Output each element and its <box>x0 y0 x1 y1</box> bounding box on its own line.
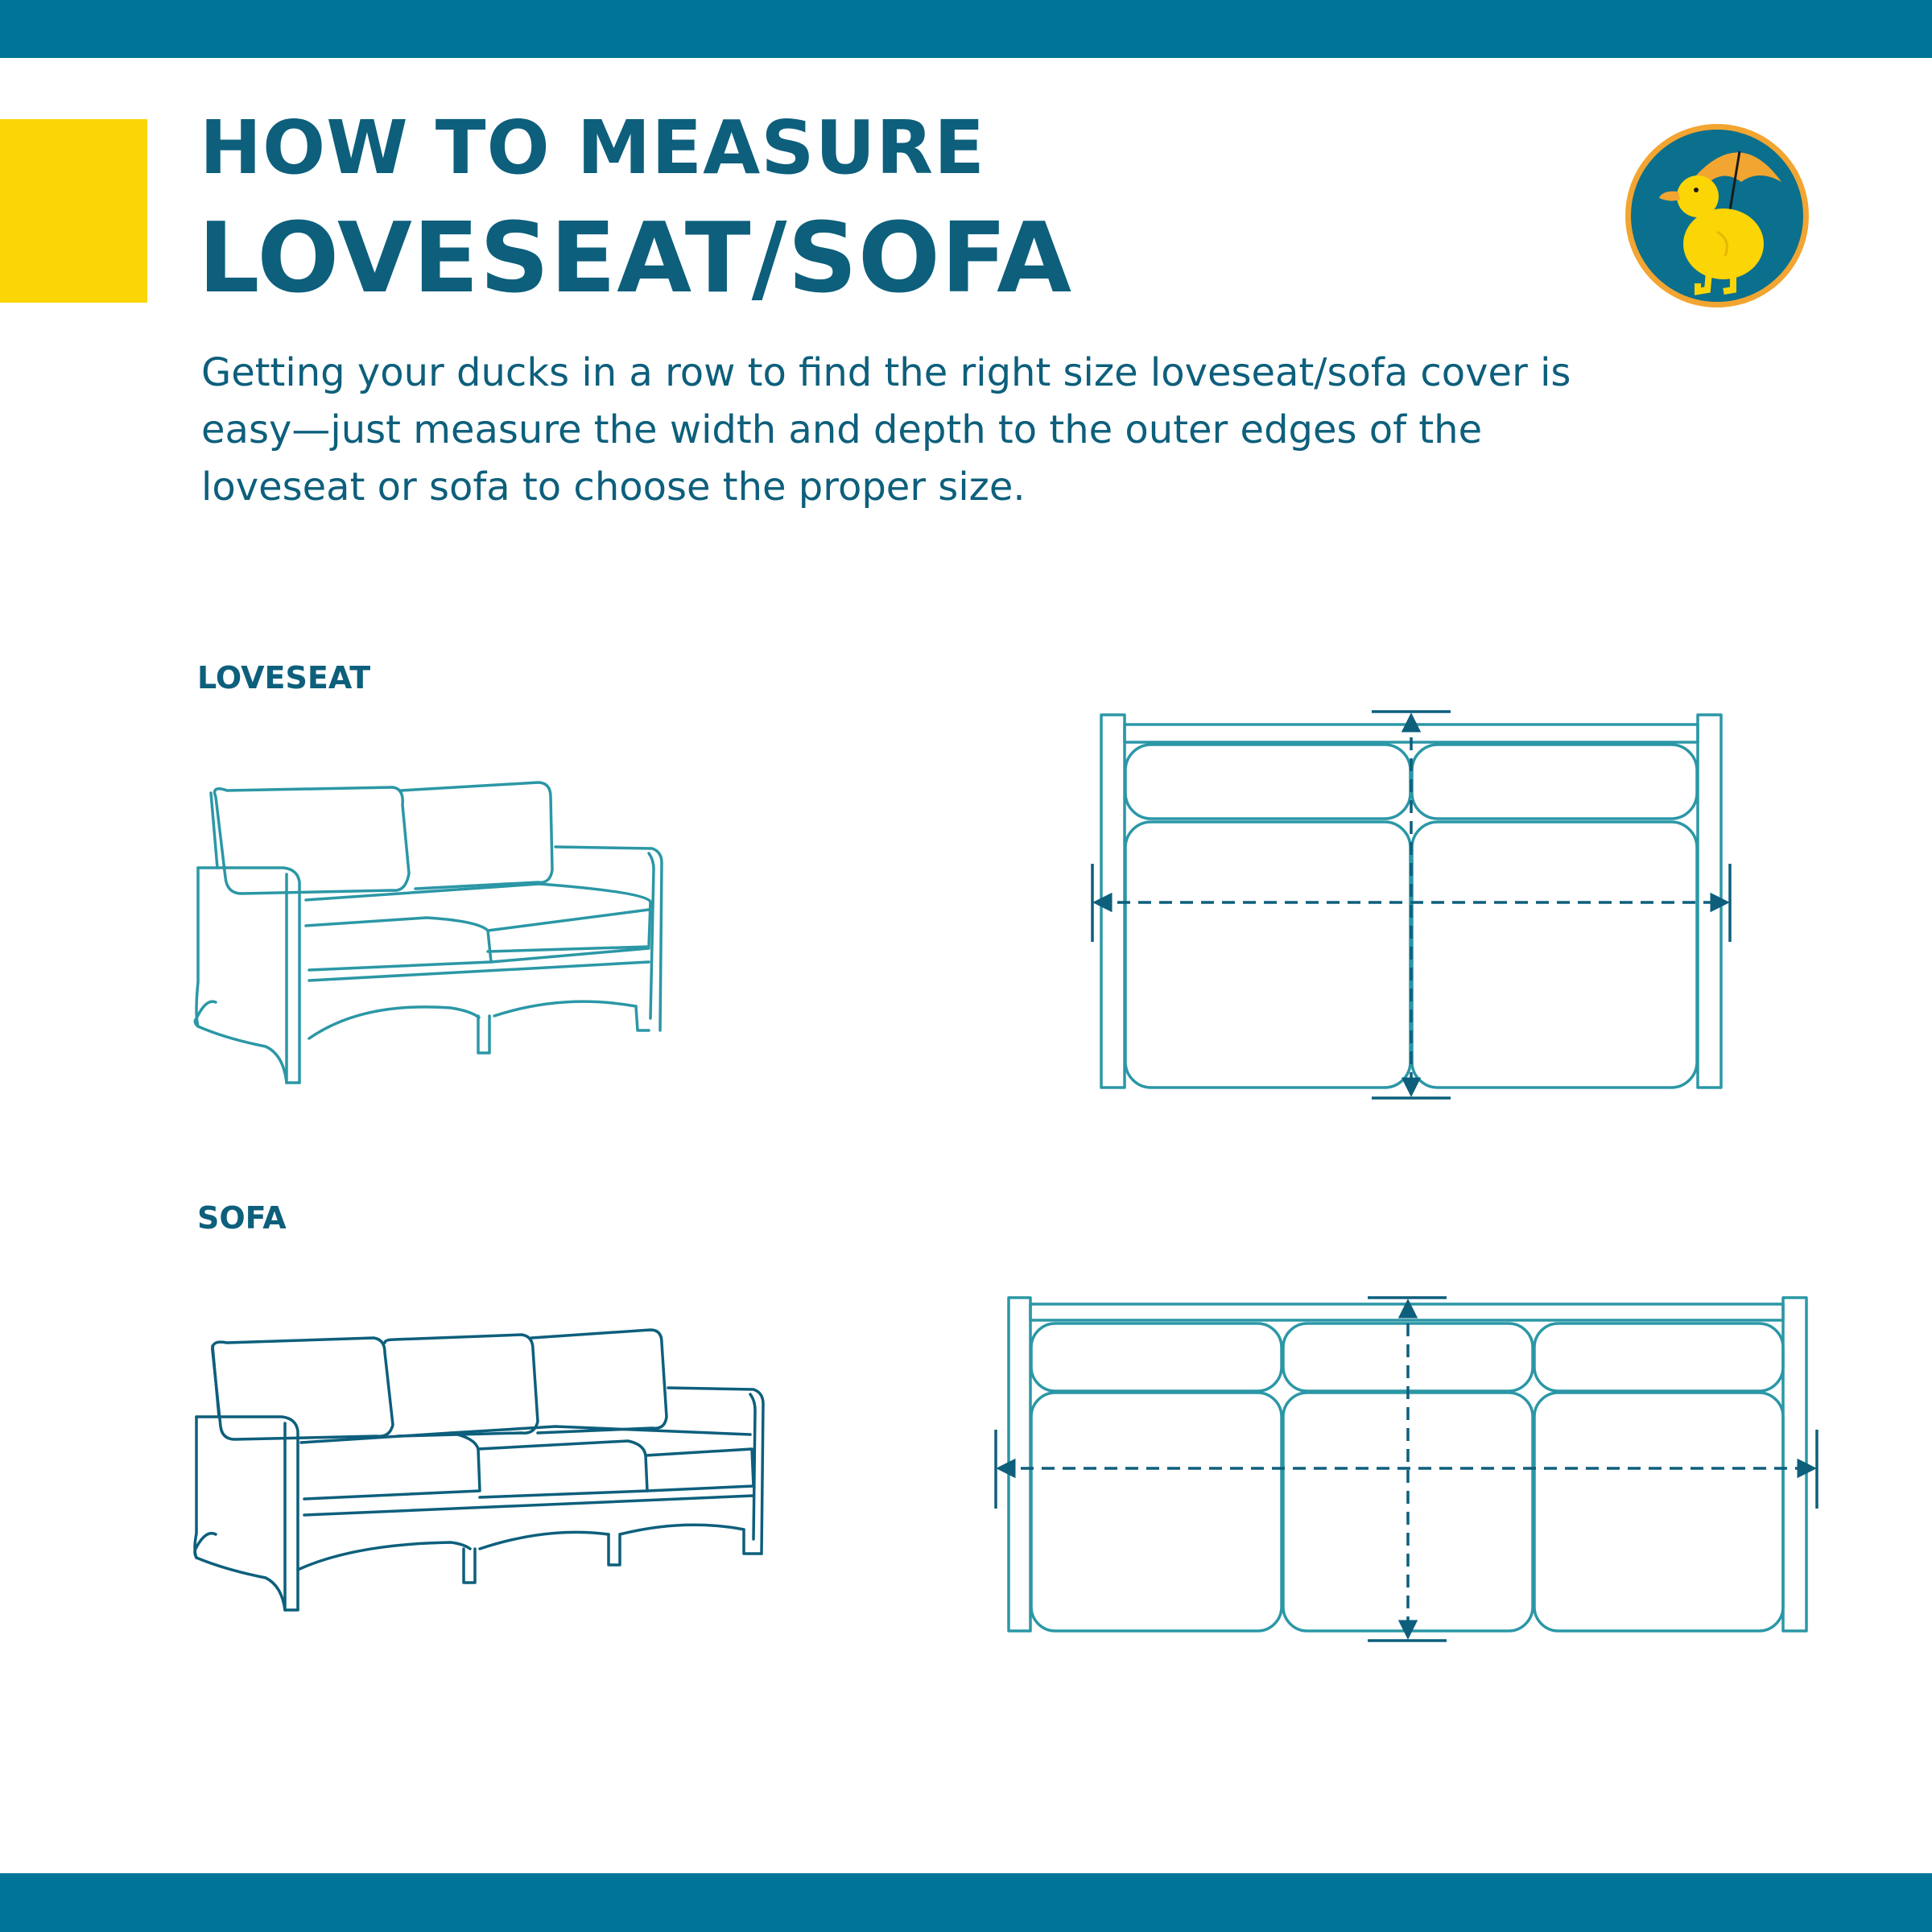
loveseat-label: LOVESEAT <box>197 660 371 696</box>
intro-text: Getting your ducks in a row to find the right size loveseat/sofa cover is easy—just measure the width and depth to the outer edges of the loveseat or sofa to choose the proper size. <box>201 350 1571 510</box>
sofa-perspective-drawing <box>195 1330 763 1610</box>
bottom-band <box>0 1873 1932 1932</box>
sofa-label: SOFA <box>197 1200 287 1236</box>
loveseat-measure-lines <box>1092 712 1730 1098</box>
page-title-line-1: HOW TO MEASURE <box>200 105 985 191</box>
page-title-line-2: LOVESEAT/SOFA <box>198 203 1072 315</box>
sofa-measure-lines <box>996 1298 1817 1641</box>
loveseat-perspective-drawing <box>195 782 662 1083</box>
